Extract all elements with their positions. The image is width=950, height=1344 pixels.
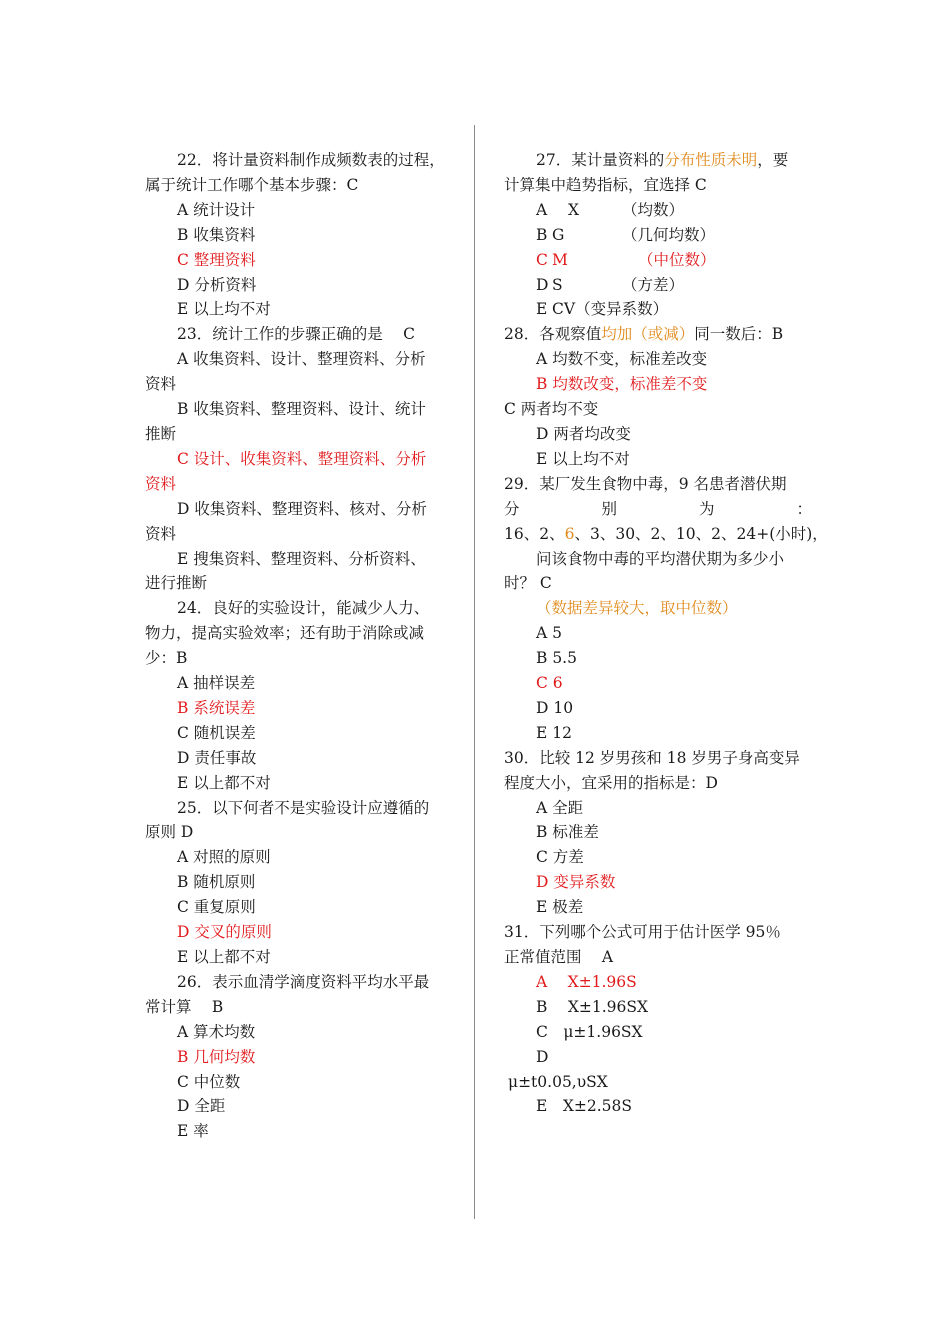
q27-d-label: D (536, 275, 549, 294)
question-27-stem-post: ，要 (757, 151, 789, 169)
question-23-option-e: E 搜集资料、整理资料、分析资料、 (177, 549, 426, 568)
question-31-stem: 31．下列哪个公式可用于估计医学 95％ (504, 923, 781, 942)
q27-d-symbol: S (552, 275, 563, 294)
question-31-option-a-answer: A X±1.96S (536, 972, 637, 991)
question-23-option-c-answer-cont: 资料 (145, 474, 177, 493)
question-23-option-e-cont: 进行推断 (145, 574, 208, 593)
q29-just-4: ： (796, 499, 812, 518)
question-23-stem: 23．统计工作的步骤正确的是 C (177, 325, 416, 344)
q27-b-desc: （几何均数） (622, 225, 716, 244)
question-29-option-b: B 5.5 (536, 649, 577, 668)
question-30-stem-cont: 程度大小，宜采用的指标是：D (504, 773, 718, 792)
question-22-option-c-answer: C 整理资料 (177, 250, 256, 269)
question-30-option-d-answer: D 变异系数 (536, 873, 616, 892)
question-24-stem: 24．良好的实验设计，能减少人力、 (177, 599, 430, 618)
q27-c-label: C (536, 250, 548, 269)
question-28-option-a: A 均数不变，标准差改变 (536, 350, 708, 369)
question-30-option-e: E 极差 (536, 898, 584, 917)
question-25-stem: 25．以下何者不是实验设计应遵循的 (177, 798, 430, 817)
question-25-option-a: A 对照的原则 (177, 848, 271, 867)
q27-a-symbol: X (568, 200, 580, 219)
question-25-stem-cont: 原则 D (145, 823, 194, 842)
column-divider (474, 125, 475, 1219)
question-29-stem-cont: 问该食物中毒的平均潜伏期为多少小 (536, 549, 785, 568)
q27-e-desc: （变异系数） (575, 300, 669, 319)
question-27-option-e (504, 297, 812, 322)
question-31-stem-cont: 正常值范围 A (504, 948, 614, 966)
question-29-note: （数据差异较大，取中位数） (536, 599, 738, 618)
question-25-option-e: E 以上都不对 (177, 948, 271, 966)
question-29-data (504, 522, 828, 547)
left-column (145, 148, 451, 1144)
question-23-option-c-answer: C 设计、收集资料、整理资料、分析 (177, 449, 427, 468)
question-30-option-a: A 全距 (536, 798, 584, 817)
question-31-option-d-formula: μ±t0.05,υSX (508, 1072, 608, 1091)
q27-b-label: B (536, 225, 548, 244)
question-29-stem: 29．某厂发生食物中毒，9 名患者潜伏期 (504, 474, 787, 493)
q27-a-label: A (536, 200, 548, 219)
question-25-option-c: C 重复原则 (177, 898, 256, 917)
question-24-option-d: D 责任事故 (177, 748, 257, 767)
q29-data-highlight: 6 (564, 524, 575, 543)
q27-e-symbol: CV (552, 300, 576, 319)
question-29-option-c-answer: C 6 (536, 674, 563, 693)
question-22-stem-cont: 属于统计工作哪个基本步骤：C (145, 175, 359, 194)
question-27-option-c-answer (504, 248, 812, 273)
question-28-stem (504, 322, 812, 347)
question-26-stem-cont: 常计算 B (145, 997, 224, 1016)
question-26-stem: 26．表示血清学滴度资料平均水平最 (177, 972, 430, 991)
question-29-option-d: D 10 (536, 698, 574, 717)
question-27-stem-cont: 计算集中趋势指标，宜选择 C (504, 175, 707, 194)
question-23-option-b: B 收集资料、整理资料、设计、统计 (177, 400, 426, 419)
q27-a-desc: （均数） (622, 200, 685, 219)
question-27-stem-highlight: 分布性质未明 (664, 151, 758, 169)
question-30-stem: 30．比较 12 岁男孩和 18 岁男子身高变异 (504, 748, 800, 767)
question-29-option-a: A 5 (536, 624, 562, 643)
q27-c-desc: （中位数） (638, 250, 716, 269)
question-28-option-e: E 以上均不对 (536, 449, 630, 468)
question-25-option-b: B 随机原则 (177, 873, 256, 892)
question-23-option-d: D 收集资料、整理资料、核对、分析 (177, 499, 427, 518)
question-24-stem-cont2: 少：B (145, 649, 188, 668)
question-27-option-b (504, 223, 812, 248)
question-24-option-b-answer: B 系统误差 (177, 698, 256, 717)
question-22-stem: 22．将计量资料制作成频数表的过程， (177, 151, 445, 169)
question-26-option-d: D 全距 (177, 1097, 226, 1116)
question-24-option-a: A 抽样误差 (177, 674, 256, 693)
question-26-option-e: E 率 (177, 1122, 209, 1141)
q29-just-1: 分 (504, 499, 520, 518)
q29-just-3: 为 (698, 499, 715, 518)
right-column (504, 148, 828, 1119)
question-22-option-e: E 以上均不对 (177, 300, 271, 319)
question-28-stem-post: 同一数后：B (694, 325, 784, 344)
q27-e-label: E (536, 300, 548, 319)
question-28-option-d: D 两者均改变 (536, 424, 631, 443)
question-31-option-d: D (536, 1047, 549, 1066)
question-28-option-c: C 两者均不变 (504, 400, 599, 419)
question-23-option-b-cont: 推断 (145, 424, 177, 443)
question-30-option-b: B 标准差 (536, 823, 599, 842)
question-27-stem (504, 148, 812, 173)
question-22-option-a: A 统计设计 (177, 200, 256, 219)
question-29-stem-cont2: 时？ C (504, 574, 552, 593)
question-28-stem-highlight: 均加（或减） (601, 325, 695, 344)
question-26-option-b-answer: B 几何均数 (177, 1047, 256, 1066)
q27-d-desc: （方差） (622, 275, 685, 294)
question-26-option-a: A 算术均数 (177, 1022, 256, 1041)
question-23-option-a: A 收集资料、设计、整理资料、分析 (177, 350, 426, 369)
question-23-option-d-cont: 资料 (145, 524, 177, 543)
question-25-option-d-answer: D 交叉的原则 (177, 923, 272, 942)
question-27-stem-pre: 27．某计量资料的 (536, 151, 665, 169)
question-22-option-d: D 分析资料 (177, 275, 257, 294)
question-28-stem-pre: 28．各观察值 (504, 325, 602, 344)
question-31-option-e: E X±2.58S (536, 1097, 632, 1116)
question-30-option-c: C 方差 (536, 848, 584, 867)
question-23-option-a-cont: 资料 (145, 375, 177, 394)
q27-b-symbol: G (552, 225, 565, 244)
question-29-stem-justified (504, 497, 812, 522)
question-31-option-c: C μ±1.96SX (536, 1022, 643, 1041)
question-24-stem-cont: 物力，提高实验效率；还有助于消除或减 (145, 624, 425, 643)
question-24-option-c: C 随机误差 (177, 723, 256, 742)
q29-data-post: 、3、30、2、10、2、24+(小时)， (574, 524, 828, 543)
question-22-option-b: B 收集资料 (177, 225, 256, 244)
question-28-option-b-answer: B 均数改变，标准差不变 (536, 375, 708, 394)
question-31-option-b: B X±1.96SX (536, 997, 649, 1016)
question-27-option-d (504, 273, 812, 298)
q27-c-symbol: M (552, 250, 568, 269)
question-29-option-e: E 12 (536, 723, 572, 742)
question-27-option-a (504, 198, 812, 223)
q29-data-pre: 16、2、 (504, 524, 565, 543)
q29-just-2: 别 (601, 499, 617, 518)
question-26-option-c: C 中位数 (177, 1072, 241, 1091)
question-24-option-e: E 以上都不对 (177, 773, 271, 792)
